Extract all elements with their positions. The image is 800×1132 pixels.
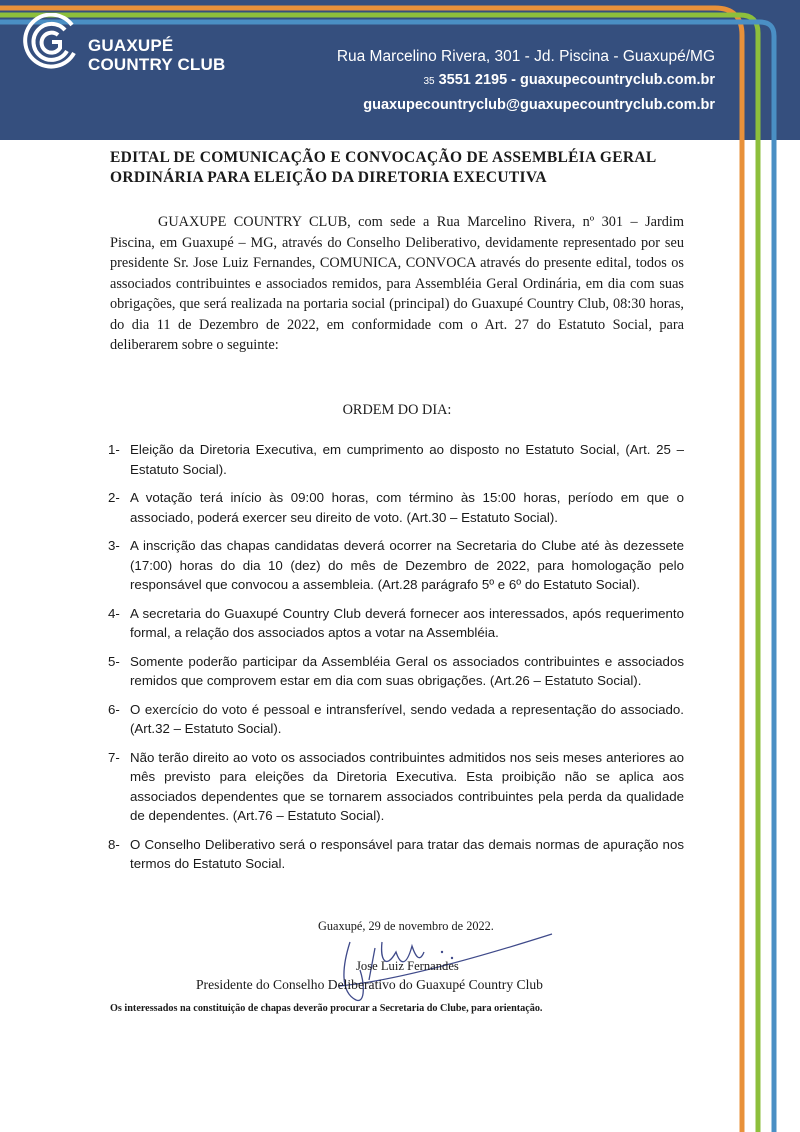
intro-paragraph: GUAXUPE COUNTRY CLUB, com sede a Rua Marcelino Rivera, nº 301 – Jardim Piscina, em Guaxupé – MG, através do Conselho Deliberativo, devidamente representado por seu presidente Sr. Jose Luiz Fernandes, COMUNICA, CONVOCA através do presente edital, todos os associados contribuintes e associados remidos, para Assembléia Geral Ordinária, em dia com suas obrigações, que será realizada na portaria social (principal) do Guaxupé Country Club, 08:30 horas, do dia 11 de Dezembro de 2022, em conformidade com o Art. 27 do Estatuto Social, para deliberarem sobre o seguinte: [110, 214, 684, 353]
list-item [108, 536, 684, 595]
order-heading: ORDEM DO DIA: [342, 402, 452, 418]
item-number: 7- [108, 749, 120, 765]
item-text: O exercício do voto é pessoal e intransferível, sendo vedada a representação do associado. (Art.32 – Estatuto Social). [130, 701, 684, 736]
contact-block [337, 46, 715, 116]
item-text: O Conselho Deliberativo será o responsável para tratar das demais normas de apuração nos termos do Estatuto Social. [130, 836, 684, 871]
list-item [108, 700, 684, 739]
agenda-list [108, 440, 684, 883]
item-number: 4- [108, 605, 120, 621]
signer-name: Jose Luiz Fernandes [356, 959, 459, 973]
document-title [110, 148, 690, 188]
brand-line-1: GUAXUPÉ [88, 36, 174, 55]
item-text: Não terão direito ao voto os associados contribuintes admitidos nos seis meses anteriores ao mês previsto para eleições da Diretoria Executiva. Esta proibição não se aplica aos associados dependentes que se tornarem associados contribuintes pela perda da qualidade de dependentes. (Art.76 – Estatuto Social). [130, 749, 684, 823]
item-number: 2- [108, 490, 120, 505]
list-item [108, 835, 684, 874]
item-number: 3- [108, 538, 120, 553]
title-line-2: ORDINÁRIA PARA ELEIÇÃO DA DIRETORIA EXECUTIVA [110, 169, 547, 186]
item-text: A inscrição das chapas candidatas deverá ocorrer na Secretaria do Clube até às dezessete (17:00) horas do dia 10 (dez) do mês de Dezembro de 2022, para homologação pelo responsável que convocou a assembleia. (Art.28 parágrafo 5º e 6º do Estatuto Social). [130, 538, 684, 592]
phone-area-code: 35 [423, 76, 435, 87]
list-item [108, 652, 684, 691]
list-item [108, 440, 684, 479]
club-address: Rua Marcelino Rivera, 301 - Jd. Piscina - Guaxupé/MG [336, 48, 715, 65]
item-text: A votação terá início às 09:00 horas, com término às 15:00 horas, período em que o associado, poderá exercer seu direito de voto. (Art.30 – Estatuto Social). [130, 490, 684, 525]
club-logo-icon [22, 13, 80, 71]
signer-role: Presidente do Conselho Deliberativo do Guaxupé Country Club [196, 977, 543, 992]
club-email: guaxupecountryclub@guaxupecountryclub.com.br [363, 97, 715, 113]
title-line-1: EDITAL DE COMUNICAÇÃO E CONVOCAÇÃO DE ASSEMBLÉIA GERAL [110, 149, 657, 166]
item-number: 8- [108, 836, 120, 852]
item-number: 1- [108, 442, 120, 457]
footer-notice: Os interessados na constituição de chapas deverão procurar a Secretaria do Clube, para orientação. [110, 1003, 543, 1014]
item-text: Eleição da Diretoria Executiva, em cumprimento ao disposto no Estatuto Social, (Art. 25 – Estatuto Social). [130, 442, 684, 477]
brand-line-2: COUNTRY CLUB [88, 55, 226, 74]
list-item [108, 604, 684, 643]
item-text: A secretaria do Guaxupé Country Club deverá fornecer aos interessados, após requerimento formal, a relação dos associados aptos a votar na Assembléia. [130, 605, 684, 640]
list-item [108, 748, 684, 826]
list-item [108, 488, 684, 527]
club-brand-name [88, 36, 225, 74]
club-phone-site [337, 68, 715, 94]
document-date: Guaxupé, 29 de novembro de 2022. [318, 919, 494, 933]
item-number: 6- [108, 701, 120, 717]
item-text: Somente poderão participar da Assembléia Geral os associados contribuintes e associados remidos que comprovem estar em dia com suas obrigações. (Art.26 – Estatuto Social). [130, 653, 684, 688]
phone-number: 3551 2195 - guaxupecountryclub.com.br [438, 72, 715, 88]
item-number: 5- [108, 653, 120, 669]
